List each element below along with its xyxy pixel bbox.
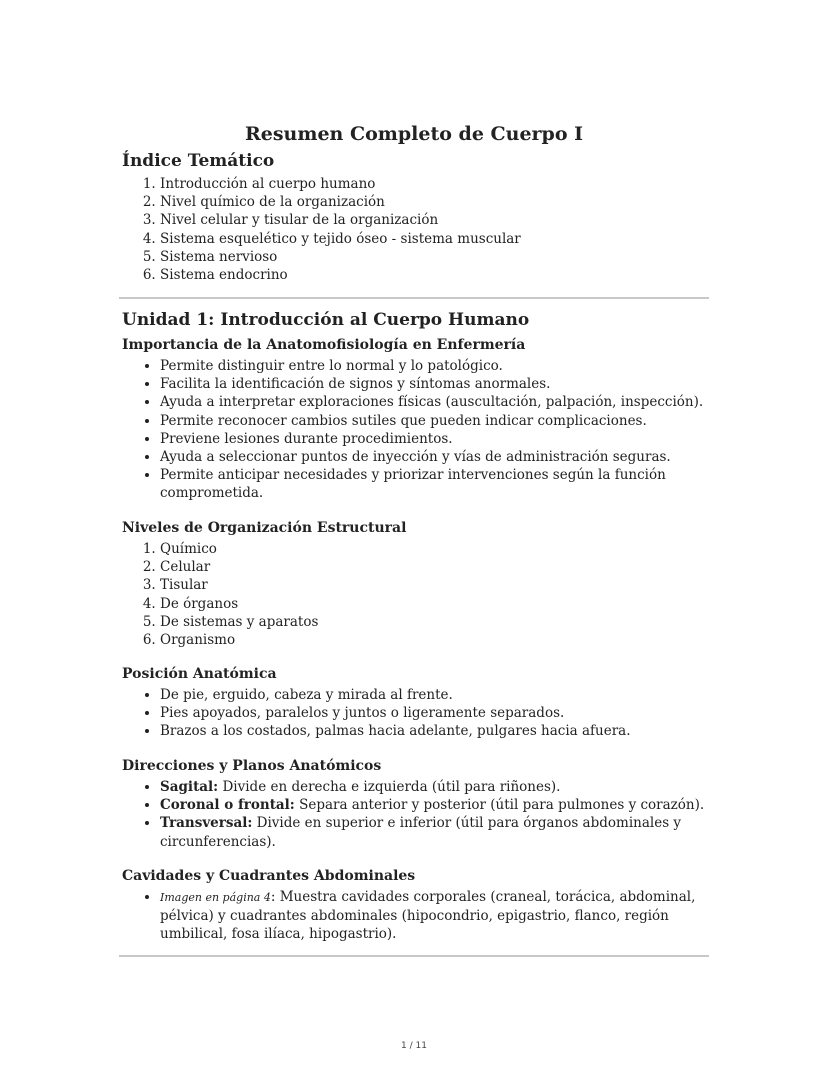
term-text: Divide en derecha e izquierda (útil para riñones). <box>218 779 561 795</box>
position-list <box>122 686 720 741</box>
image-reference: Imagen en página 4 <box>160 891 271 904</box>
importance-heading: Importancia de la Anatomofisiología en Enfermería <box>122 337 526 353</box>
list-item: 2. Nivel químico de la organización <box>160 193 720 211</box>
list-item <box>160 814 720 850</box>
cavities-text: : Muestra cavidades corporales (craneal, torácica, abdominal, pélvica) y cuadrantes abdominales (hipocondrio, epigastrio, flanco, región umbilical, fosa ilíaca, hipogastrio). <box>160 889 696 943</box>
list-item: • Permite reconocer cambios sutiles que pueden indicar complicaciones. <box>160 412 720 430</box>
term-label: Transversal: <box>160 815 253 832</box>
unit1-heading: Unidad 1: Introducción al Cuerpo Humano <box>122 310 530 330</box>
list-item: • Permite anticipar necesidades y priorizar intervenciones según la función comprometida. <box>160 466 720 502</box>
importance-list <box>122 357 720 503</box>
levels-heading: Niveles de Organización Estructural <box>122 520 407 536</box>
term-label: Coronal o frontal: <box>160 797 295 814</box>
list-item: 1. Introducción al cuerpo humano <box>160 175 720 193</box>
page-number: 1 / 11 <box>401 1041 427 1051</box>
list-item: 4. Sistema esquelético y tejido óseo - sistema muscular <box>160 230 720 248</box>
list-item <box>160 888 720 944</box>
list-item: 6. Sistema endocrino <box>160 266 720 284</box>
list-item <box>160 796 720 814</box>
list-item: 1. Químico <box>160 540 720 558</box>
list-item: • Pies apoyados, paralelos y juntos o ligeramente separados. <box>160 704 720 722</box>
cavities-list <box>122 888 720 944</box>
list-item: • De pie, erguido, cabeza y mirada al frente. <box>160 686 720 704</box>
list-item: 3. Tisular <box>160 576 720 594</box>
index-list <box>122 175 720 284</box>
list-item: 2. Celular <box>160 558 720 576</box>
list-item: • Ayuda a interpretar exploraciones físicas (auscultación, palpación, inspección). <box>160 393 720 411</box>
levels-list <box>122 540 720 649</box>
cavities-heading: Cavidades y Cuadrantes Abdominales <box>122 868 416 884</box>
list-item: • Permite distinguir entre lo normal y lo patológico. <box>160 357 720 375</box>
list-item: 4. De órganos <box>160 595 720 613</box>
index-heading: Índice Temático <box>122 151 275 171</box>
list-item <box>160 778 720 796</box>
list-item: 3. Nivel celular y tisular de la organización <box>160 211 720 229</box>
planes-heading: Direcciones y Planos Anatómicos <box>122 758 382 774</box>
list-item: • Facilita la identificación de signos y síntomas anormales. <box>160 375 720 393</box>
document-title: Resumen Completo de Cuerpo I <box>244 123 584 145</box>
term-text: Divide en superior e inferior (útil para órganos abdominales y circunferencias). <box>160 815 682 850</box>
planes-list <box>122 778 720 851</box>
list-item: • Brazos a los costados, palmas hacia adelante, pulgares hacia afuera. <box>160 722 720 740</box>
list-item: • Previene lesiones durante procedimientos. <box>160 430 720 448</box>
list-item: • Ayuda a seleccionar puntos de inyección y vías de administración seguras. <box>160 448 720 466</box>
list-item: 6. Organismo <box>160 631 720 649</box>
section-divider <box>119 955 709 957</box>
list-item: 5. De sistemas y aparatos <box>160 613 720 631</box>
term-label: Sagital: <box>160 779 219 795</box>
section-divider <box>119 297 709 299</box>
list-item: 5. Sistema nervioso <box>160 248 720 266</box>
term-text: Separa anterior y posterior (útil para pulmones y corazón). <box>294 797 705 814</box>
position-heading: Posición Anatómica <box>122 666 277 682</box>
